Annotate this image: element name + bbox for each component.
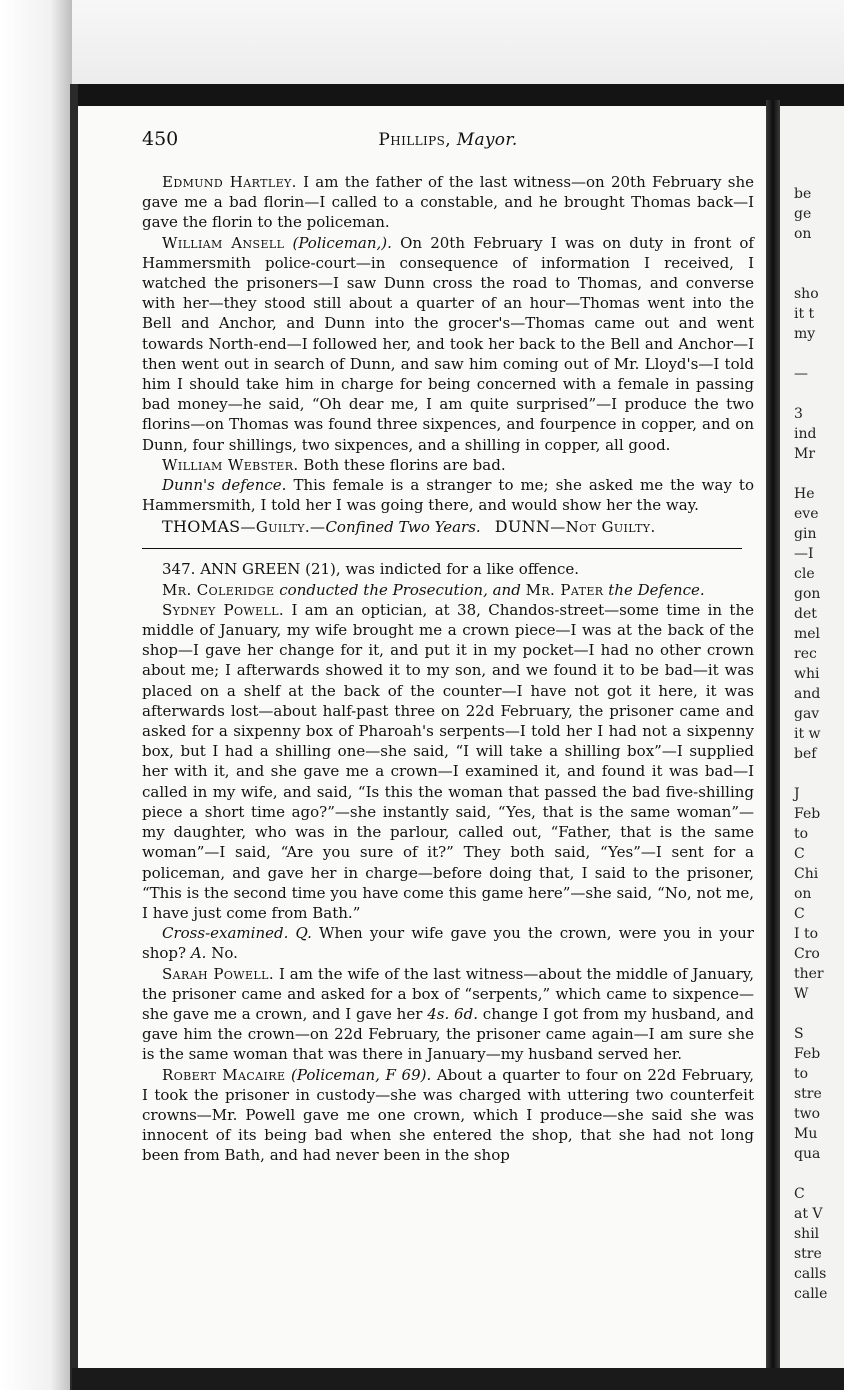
facing-page-fragment: mel — [794, 626, 821, 642]
speaker-role: (Policeman,). — [292, 233, 392, 252]
counsel-defence: Mr. Pater — [525, 580, 604, 599]
facing-page-fragment: Cro — [794, 946, 820, 962]
testimony-text: Both these florins are bad. — [303, 455, 506, 474]
section-divider — [142, 548, 742, 549]
speaker-name: Sydney Powell. — [162, 600, 285, 619]
facing-page-fragment: Feb — [794, 1046, 821, 1062]
case-heading — [142, 559, 754, 579]
facing-page — [780, 106, 844, 1368]
counsel-line — [142, 580, 754, 600]
scanner-background-left — [0, 0, 72, 1390]
speaker-name: William Webster. — [162, 455, 299, 474]
testimony-text: I am the father of the last witness—on 20th February she gave me a bad florin—I called to a constable, and he brought Thomas back—I gave the florin to the policeman. — [142, 173, 754, 232]
facing-page-fragment: ther — [794, 966, 824, 982]
answer-text: No. — [211, 944, 238, 963]
facing-page-fragment: I to — [794, 926, 819, 942]
facing-page-fragment: calls — [794, 1266, 827, 1282]
facing-page-fragment: gon — [794, 586, 821, 602]
amount-pence: 6d. — [454, 1004, 478, 1023]
facing-page-fragment: it w — [794, 726, 821, 742]
facing-page-fragment: Mr — [794, 446, 816, 462]
facing-page-fragment: — — [794, 366, 808, 382]
testimony-ansell — [142, 233, 754, 455]
counsel-prosecution: Mr. Coleridge — [162, 580, 275, 599]
facing-page-fragment: calle — [794, 1286, 828, 1302]
question-text: When your wife gave you the crown, were you in your shop? — [142, 924, 754, 963]
facing-page-fragment: C — [794, 1186, 805, 1202]
facing-page-fragment: bef — [794, 746, 817, 762]
page-header — [142, 128, 754, 164]
facing-page-fragment: Chi — [794, 866, 819, 882]
facing-page-fragment: eve — [794, 506, 819, 522]
case-charge: was indicted for a like offence. — [345, 560, 580, 579]
facing-page-fragment: stre — [794, 1246, 822, 1262]
book-edge-bottom — [72, 1368, 844, 1390]
facing-page-fragment: two — [794, 1106, 821, 1122]
testimony-text: I am the wife of the last witness—about the middle of January, the prisoner came and asked for a box of “serpents,” which came to sixpence—she gave me a crown, and I gave her — [142, 964, 754, 1023]
dunn-defence — [142, 475, 754, 515]
verdict-thomas-plea: —Guilty.— — [240, 518, 326, 537]
running-head-name: Phillips, — [378, 130, 452, 150]
testimony-text: I am an optician, at 38, Chandos-street—some time in the middle of January, my wife brought me a crown piece—I was at the back of the shop—I gave her change for it, and put it in my pocket—I had no other crown about me; I afterwards showed it to my son, and we found it to be bad—it was placed on a shelf at the back of the counter—I have not got it here, it was afterwards lost—about half-past three on 22d February, the prisoner came and asked for a sixpenny box of Pharoah's serpents—I told her I had not a sixpenny box, but I had a shilling one—she said, “I will take a shilling box”—I supplied her with it, and she gave me a crown—I examined it, and found it was bad—I called in my wife, and said, “Is this the woman that passed the bad five-shilling piece a short time ago?”—she instantly said, “Yes, that is the same woman”—my daughter, who was in the parlour, called out, “Father, that is the same woman”—I said, “Are you sure of it?” They both said, “Yes”—I sent for a policeman, and gave her in charge—before doing that, I said to the prisoner, “This is the second time you have come this game here”—she said, “No, not me, I have just come from Bath.” — [142, 600, 754, 922]
speaker-name: William Ansell — [162, 233, 285, 252]
facing-page-fragment: gin — [794, 526, 817, 542]
facing-page-fragment: Mu — [794, 1126, 818, 1142]
facing-page-fragment: J — [794, 786, 800, 802]
facing-page-fragment: det — [794, 606, 817, 622]
running-head-title: Mayor. — [456, 130, 518, 150]
running-head — [202, 130, 754, 150]
facing-page-fragment: whi — [794, 666, 820, 682]
facing-page-fragment: and — [794, 686, 821, 702]
facing-page-fragment: it t — [794, 306, 815, 322]
facing-page-fragment: He — [794, 486, 815, 502]
verdict-thomas-sentence: Confined Two Years. — [325, 518, 481, 537]
book-edge-left — [70, 84, 78, 1390]
cross-label: Cross-examined. — [162, 924, 289, 943]
page-number: 450 — [142, 128, 179, 150]
book-edge-top — [72, 84, 844, 106]
testimony-text-cont: change I got from my husband, and gave him the crown—on 22d February, the prisoner came again—I am sure she is the same woman that was there in January—my husband served her. — [142, 1004, 754, 1064]
testimony-hartley — [142, 172, 754, 233]
verdict-line — [142, 516, 754, 538]
facing-page-fragment: rec — [794, 646, 817, 662]
facing-page-fragment: 3 — [794, 406, 803, 422]
testimony-webster — [142, 455, 754, 475]
question-marker: Q. — [295, 924, 312, 943]
facing-page-fragment: to — [794, 1066, 809, 1082]
facing-page-fragment: be — [794, 186, 812, 202]
cross-examination — [142, 923, 754, 963]
facing-page-fragment: stre — [794, 1086, 822, 1102]
facing-page-fragment: to — [794, 826, 809, 842]
speaker-name: Sarah Powell. — [162, 964, 274, 983]
case-defendant: ANN GREEN (21), — [200, 560, 341, 579]
testimony-macaire — [142, 1065, 754, 1166]
facing-page-fragment: cle — [794, 566, 815, 582]
case-number: 347. — [162, 560, 196, 579]
speaker-role: (Policeman, F 69). — [291, 1065, 432, 1084]
facing-page-fragment: on — [794, 226, 812, 242]
facing-page-fragment: W — [794, 986, 809, 1002]
speaker-name: Edmund Hartley. — [162, 173, 297, 191]
testimony-sydney-powell — [142, 600, 754, 923]
testimony-text: On 20th February I was on duty in front of Hammersmith police-court—in consequence of information I received, I watched the prisoners—I saw Dunn cross the road to Thomas, and converse with her—they stood still about a quarter of an hour—Thomas went into the Bell and Anchor, and Dunn into the grocer's—Thomas came out and went towards North-end—I followed her, and took her back to the Bell and Anchor—I then went out in search of Dunn, and saw him coming out of Mr. Lloyd's—I told him I should take him in charge for being concerned with a female in passing bad money—he said, “Oh dear me, I am quite surprised”—I produce the two florins—on Thomas was found three sixpences, and fourpence in copper, and on Dunn, four shillings, two sixpences, and a shilling in copper, all good. — [142, 233, 754, 454]
facing-page-fragment: shil — [794, 1226, 820, 1242]
facing-page-fragment: gav — [794, 706, 820, 722]
facing-page-fragment: C — [794, 846, 805, 862]
facing-page-fragment: on — [794, 886, 812, 902]
facing-page-fragment: my — [794, 326, 816, 342]
verdict-dunn-name: DUNN — [494, 517, 551, 537]
facing-page-fragment: at V — [794, 1206, 823, 1222]
testimony-sarah-powell — [142, 964, 754, 1065]
book-spine — [766, 100, 780, 1390]
testimony-text: About a quarter to four on 22d February, I took the prisoner in custody—she was charged with uttering two counterfeit crowns—Mr. Powell gave me one crown, which I produce—she said she was innocent of its being bad when she entered the shop, that she had not long been from Bath, and had never been in the shop — [142, 1065, 754, 1165]
counsel-mid: conducted the Prosecution, and — [279, 580, 521, 599]
amount-shillings: 4s. — [427, 1004, 450, 1023]
facing-page-fragment: C — [794, 906, 805, 922]
facing-page-fragment: S — [794, 1026, 804, 1042]
speaker-name: Robert Macaire — [162, 1065, 286, 1084]
answer-marker: A. — [190, 944, 207, 963]
facing-page-fragment: ind — [794, 426, 817, 442]
defence-text: This female is a stranger to me; she asked me the way to Hammersmith, I told her I was going there, and would show her the way. — [142, 476, 754, 515]
facing-page-fragment: Feb — [794, 806, 821, 822]
page-content — [142, 128, 754, 1166]
counsel-end: the Defence. — [608, 580, 705, 599]
facing-page-fragment: sho — [794, 286, 819, 302]
facing-page-fragment: ge — [794, 206, 812, 222]
facing-page-fragment: qua — [794, 1146, 821, 1162]
scanner-background-top — [0, 0, 844, 88]
facing-page-fragment: —I — [794, 546, 814, 562]
defence-label: Dunn's defence. — [162, 476, 287, 495]
verdict-dunn-plea: —Not Guilty. — [550, 518, 656, 537]
verdict-thomas-name: THOMAS — [162, 517, 241, 537]
